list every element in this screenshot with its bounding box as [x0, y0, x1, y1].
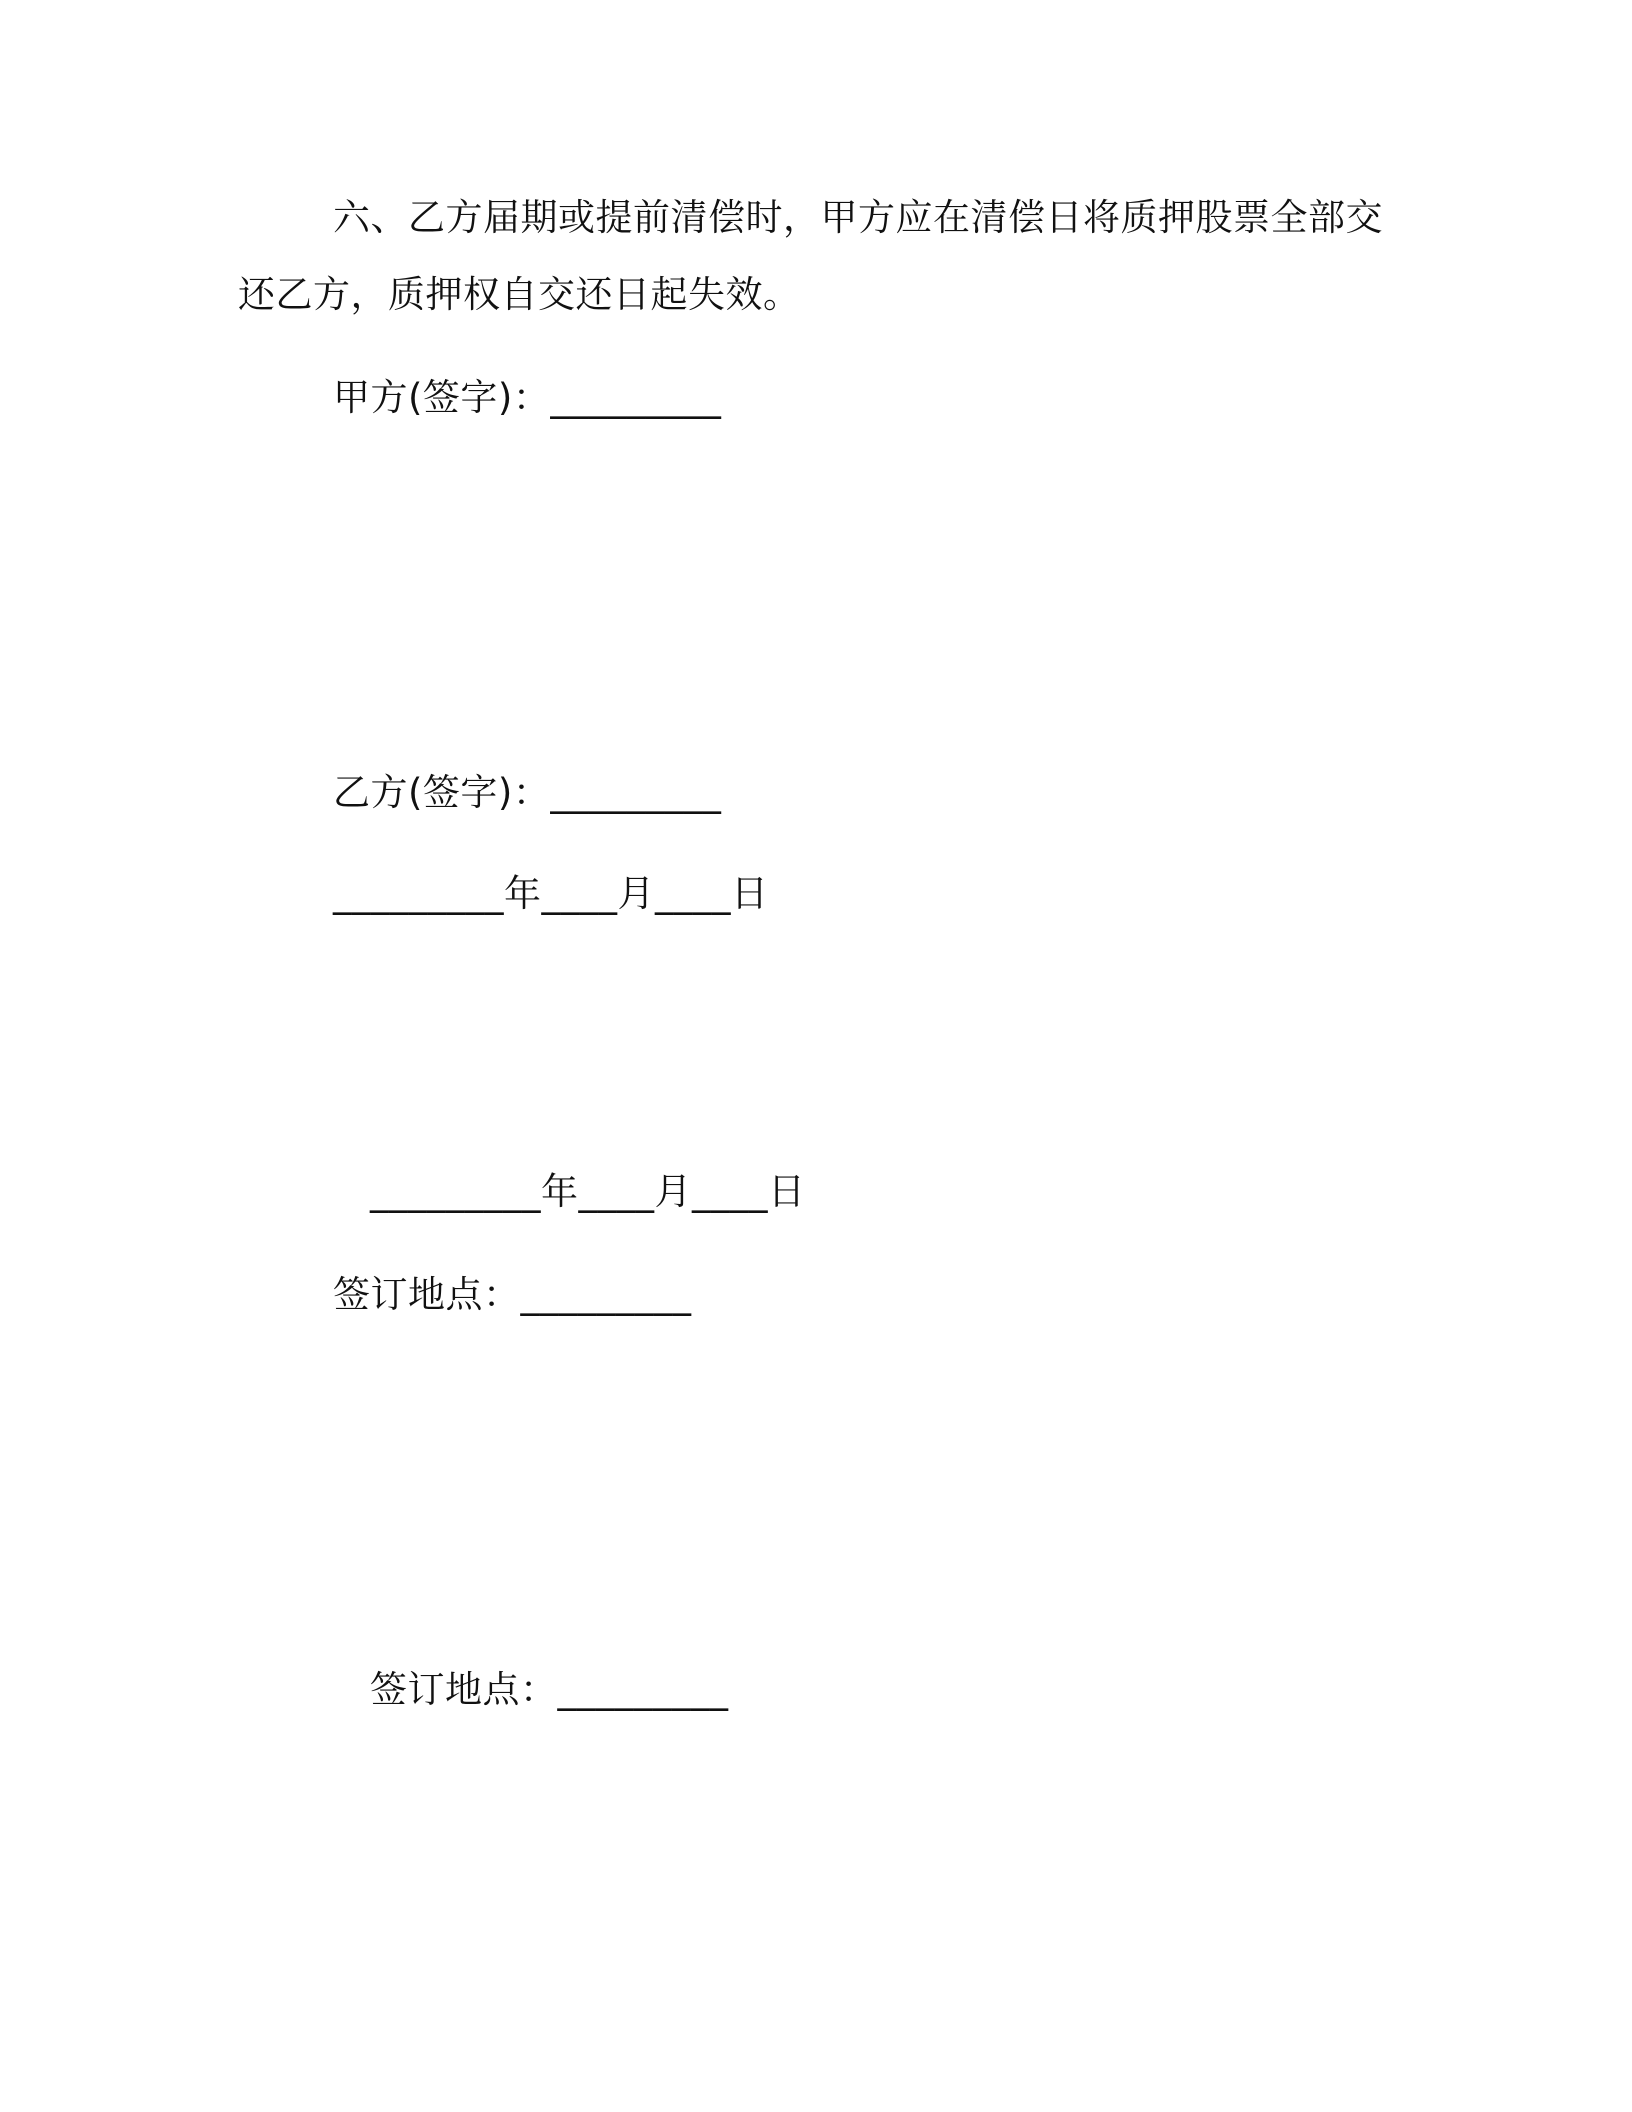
signing-place-line-1: 签订地点：_________ — [333, 1273, 692, 1316]
clause-six-line-1: 六、乙方届期或提前清偿时，甲方应在清偿日将质押股票全部交 — [333, 196, 1383, 239]
signing-place-line-2: 签订地点：_________ — [370, 1668, 729, 1711]
clause-six-line-2: 还乙方，质押权自交还日起失效。 — [238, 273, 801, 316]
date-line-1: _________年____月____日 — [333, 872, 769, 915]
party-a-signature-line: 甲方(签字)：_________ — [333, 376, 722, 419]
date-line-2: _________年____月____日 — [370, 1170, 806, 1213]
party-b-signature-line: 乙方(签字)：_________ — [333, 771, 722, 814]
